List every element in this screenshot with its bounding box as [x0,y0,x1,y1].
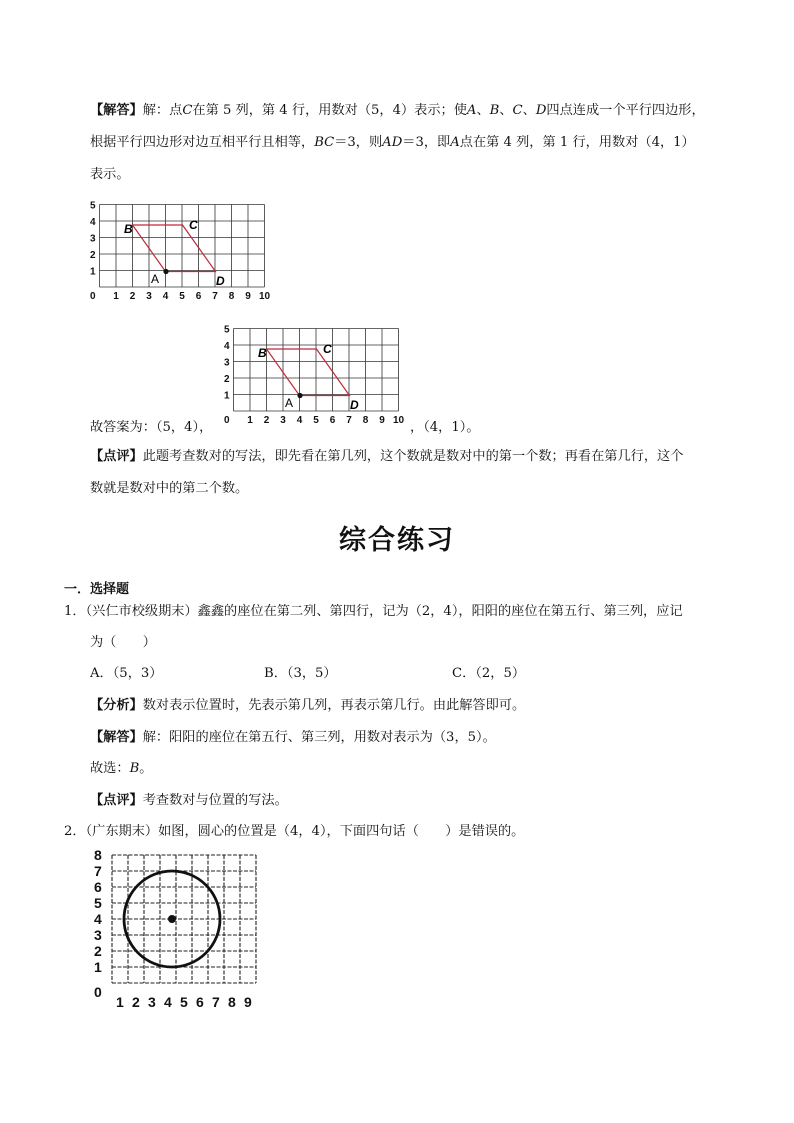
x-tick-label: 1 [116,994,124,1010]
x-tick-label: 3 [146,291,152,302]
grid-figure-3 [88,846,263,1010]
x-tick-label: 2 [129,291,136,302]
y-tick-label: 4 [90,217,96,228]
y-tick-label: 1 [224,390,230,402]
answer-line-3: 表示。 [90,167,130,182]
q1-option-c: C．（2，5） [452,666,526,681]
q1-comment: 【点评】考查数对与位置的写法。 [90,793,288,808]
x-tick-label: 5 [313,415,319,426]
grid-figure-1 [88,198,278,304]
x-tick-label: 4 [296,415,303,426]
x-tick-label: 4 [164,994,172,1010]
x-tick-label: 6 [195,291,202,302]
y-tick-label: 2 [94,943,102,959]
y-tick-label: 2 [224,374,230,385]
y-tick-label: 5 [94,895,102,911]
x-tick-label: 3 [148,994,156,1010]
x-tick-label: 5 [179,291,185,302]
q1-option-a: A．（5，3） [90,666,163,681]
circle-center [168,915,176,923]
label-c: C [189,218,198,232]
label-d: D [350,398,359,412]
label-b: B [124,222,133,236]
comment-line-1: 【点评】此题考查数对的写法，即先看在第几列，这个数就是数对中的第一个数；再看在第几行，这个 [90,449,684,464]
parallelogram [133,225,216,272]
y-tick-label: 3 [94,927,102,943]
x-tick-label: 2 [263,415,270,426]
section-title: 综合练习 [339,525,455,556]
x-tick-label: 10 [393,415,405,426]
comment-line-2: 数就是数对中的第二个数。 [90,481,249,496]
x-tick-label: 8 [228,291,235,302]
x-tick-label: 5 [180,994,188,1010]
y-tick-label: 5 [90,200,96,212]
point-a [297,393,302,398]
y-tick-label: 1 [94,959,102,975]
y-tick-label: 2 [90,250,96,261]
x-tick-label: 7 [212,994,220,1010]
x-tick-label: 4 [162,291,169,302]
x-tick-label: 10 [259,291,271,302]
q1-line-2: 为（ ） [90,635,156,650]
y-tick-label: 4 [224,341,230,352]
x-tick-label: 2 [132,994,140,1010]
answer-line-1: 【解答】解：点C在第 5 列，第 4 行，用数对（5，4）表示；使A、B、C、D四点连成一个平行四边形， [90,103,705,118]
y-tick-label: 3 [224,357,230,369]
y-tick-label: 0 [90,291,96,302]
y-tick-label: 4 [94,911,102,927]
q1-line-1: 1．（兴仁市校级期末）鑫鑫的座位在第二列、第四行，记为（2，4），阳阳的座位在第五行、第三列，应记 [64,604,683,619]
x-tick-label: 1 [113,291,119,302]
answer-line-2: 根据平行四边形对边互相平行且相等，BC＝3，则AD＝3，即A点在第 4 列，第 1 行，用数对（4，1） [90,135,695,150]
y-tick-label: 0 [224,415,230,426]
answer-prefix: 故答案为：（5，4）， [90,420,213,435]
y-tick-label: 0 [94,984,102,1000]
x-tick-label: 9 [379,415,385,426]
y-tick-label: 3 [90,233,96,245]
x-tick-label: 3 [280,415,286,426]
y-tick-label: 1 [90,266,96,278]
q1-choice: 故选：B。 [90,761,153,776]
q1-option-b: B．（3，5） [264,666,337,681]
x-tick-label: 6 [196,994,204,1010]
grid-figure-2 [222,322,412,428]
parallelogram [267,349,350,396]
y-tick-label: 5 [224,324,230,336]
part-heading: 一．选择题 [64,582,130,597]
x-tick-label: 1 [247,415,253,426]
x-tick-label: 7 [212,291,218,302]
answer-bracket: 【解答】 [90,103,143,118]
label-a: A [285,396,294,410]
answer-suffix: ，（4，1）。 [410,420,480,435]
q1-answer: 【解答】解：阳阳的座位在第五行、第三列，用数对表示为（3，5）。 [90,730,496,745]
x-tick-label: 7 [346,415,352,426]
label-b: B [258,346,267,360]
y-tick-label: 7 [94,863,102,879]
y-tick-label: 8 [94,847,102,863]
y-tick-label: 6 [94,879,102,895]
label-c: C [323,342,332,356]
x-tick-label: 9 [245,291,251,302]
q1-analysis: 【分析】数对表示位置时，先表示第几列，再表示第几行。由此解答即可。 [90,698,526,713]
point-a [163,269,168,274]
x-tick-label: 6 [329,415,336,426]
q2-line-1: 2．（广东期末）如图，圆心的位置是（4，4），下面四句话（ ）是错误的。 [64,824,525,839]
label-d: D [216,274,225,288]
x-tick-label: 8 [228,994,236,1010]
label-a: A [151,272,160,286]
x-tick-label: 8 [362,415,369,426]
x-tick-label: 9 [244,994,252,1010]
